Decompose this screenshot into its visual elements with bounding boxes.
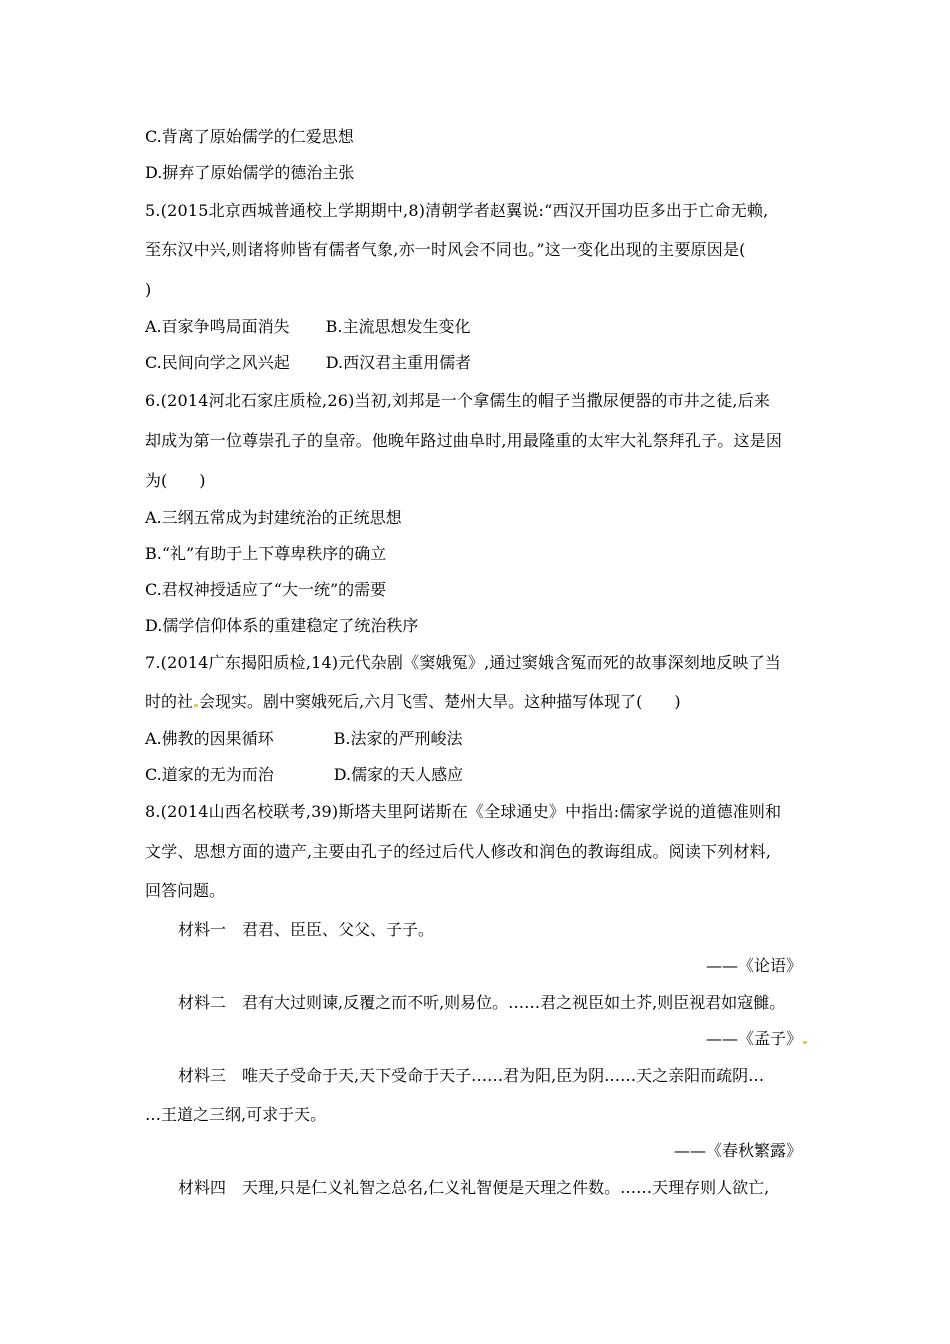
q6-option-a: A.三纲五常成为封建统治的正统思想 xyxy=(145,508,402,527)
q5-option-b: B.主流思想发生变化 xyxy=(325,317,471,336)
q7-option-a: A.佛教的因果循环 xyxy=(145,729,274,748)
q5-option-d: D.西汉君主重用儒者 xyxy=(325,353,472,372)
q6-stem-line3: 为( ) xyxy=(145,471,206,490)
q8-stem-line3: 回答问题。 xyxy=(145,881,226,900)
q7-option-c: C.道家的无为而治 xyxy=(145,765,274,784)
q7-option-d: D.儒家的天人感应 xyxy=(333,765,464,784)
q6-option-b: B.“礼”有助于上下尊卑秩序的确立 xyxy=(145,544,387,563)
highlight-mark xyxy=(194,704,198,707)
material-3-line1: 材料三 唯天子受命于天,天下受命于天子……君为阳,臣为阴……天之亲阳而疏阴… xyxy=(178,1066,765,1085)
material-1-source: ——《论语》 xyxy=(705,956,802,975)
q7-stem-line2 xyxy=(145,692,681,712)
q7-stem-line2-part1: 时的社 xyxy=(145,692,194,711)
material-3-line2: …王道之三纲,可求于天。 xyxy=(145,1105,327,1124)
material-2: 材料二 君有大过则谏,反覆之而不听,则易位。……君之视臣如土芥,则臣视君如寇雠。 xyxy=(178,993,786,1012)
material-1: 材料一 君君、臣臣、父父、子子。 xyxy=(178,920,435,939)
q4-option-c: C.背离了原始儒学的仁爱思想 xyxy=(145,127,354,146)
q7-stem-line1: 7.(2014广东揭阳质检,14)元代杂剧《窦娥冤》,通过窦娥含冤而死的故事深刻地反映了当 xyxy=(145,653,782,672)
q5-options-row2 xyxy=(145,353,471,373)
q6-option-d: D.儒学信仰体系的重建稳定了统治秩序 xyxy=(145,616,419,635)
q6-stem-line1: 6.(2014河北石家庄质检,26)当初,刘邦是一个拿儒生的帽子当撒尿便器的市井之徒,后来 xyxy=(145,391,771,410)
material-2-source-text: ——《孟子》 xyxy=(705,1029,802,1048)
q5-stem-line1: 5.(2015北京西城普通校上学期期中,8)清朝学者赵翼说:“西汉开国功臣多出于亡命无赖, xyxy=(145,201,769,220)
q6-stem-line2: 却成为第一位尊崇孔子的皇帝。他晚年路过曲阜时,用最隆重的太牢大礼祭拜孔子。这是因 xyxy=(145,431,783,450)
q7-options-row1 xyxy=(145,729,463,749)
highlight-mark xyxy=(803,1041,807,1044)
q7-stem-line2-part2: 会现实。剧中窦娥死后,六月飞雪、楚州大旱。这种描写体现了( ) xyxy=(199,692,681,711)
q5-options-row1 xyxy=(145,317,471,337)
q5-stem-line2: 至东汉中兴,则诸将帅皆有儒者气象,亦一时风会不同也。”这一变化出现的主要原因是( xyxy=(145,240,746,259)
q6-option-c: C.君权神授适应了“大一统”的需要 xyxy=(145,580,387,599)
q8-stem-line1: 8.(2014山西名校联考,39)斯塔夫里阿诺斯在《全球通史》中指出:儒家学说的道德准则和 xyxy=(145,802,782,821)
material-4: 材料四 天理,只是仁义礼智之总名,仁义礼智便是天理之件数。……天理存则人欲亡, xyxy=(178,1178,770,1197)
material-3-source: ——《春秋繁露》 xyxy=(673,1141,802,1160)
q5-option-a: A.百家争鸣局面消失 xyxy=(145,317,290,336)
q4-option-d: D.摒弃了原始儒学的德治主张 xyxy=(145,163,355,182)
material-2-source xyxy=(706,1029,808,1049)
q5-option-c: C.民间向学之风兴起 xyxy=(145,353,290,372)
q8-stem-line2: 文学、思想方面的遗产,主要由孔子的经过后代人修改和润色的教诲组成。阅读下列材料, xyxy=(145,842,772,861)
q7-options-row2 xyxy=(145,765,463,785)
q7-option-b: B.法家的严刑峻法 xyxy=(333,729,463,748)
q5-stem-line3: ) xyxy=(145,280,152,299)
